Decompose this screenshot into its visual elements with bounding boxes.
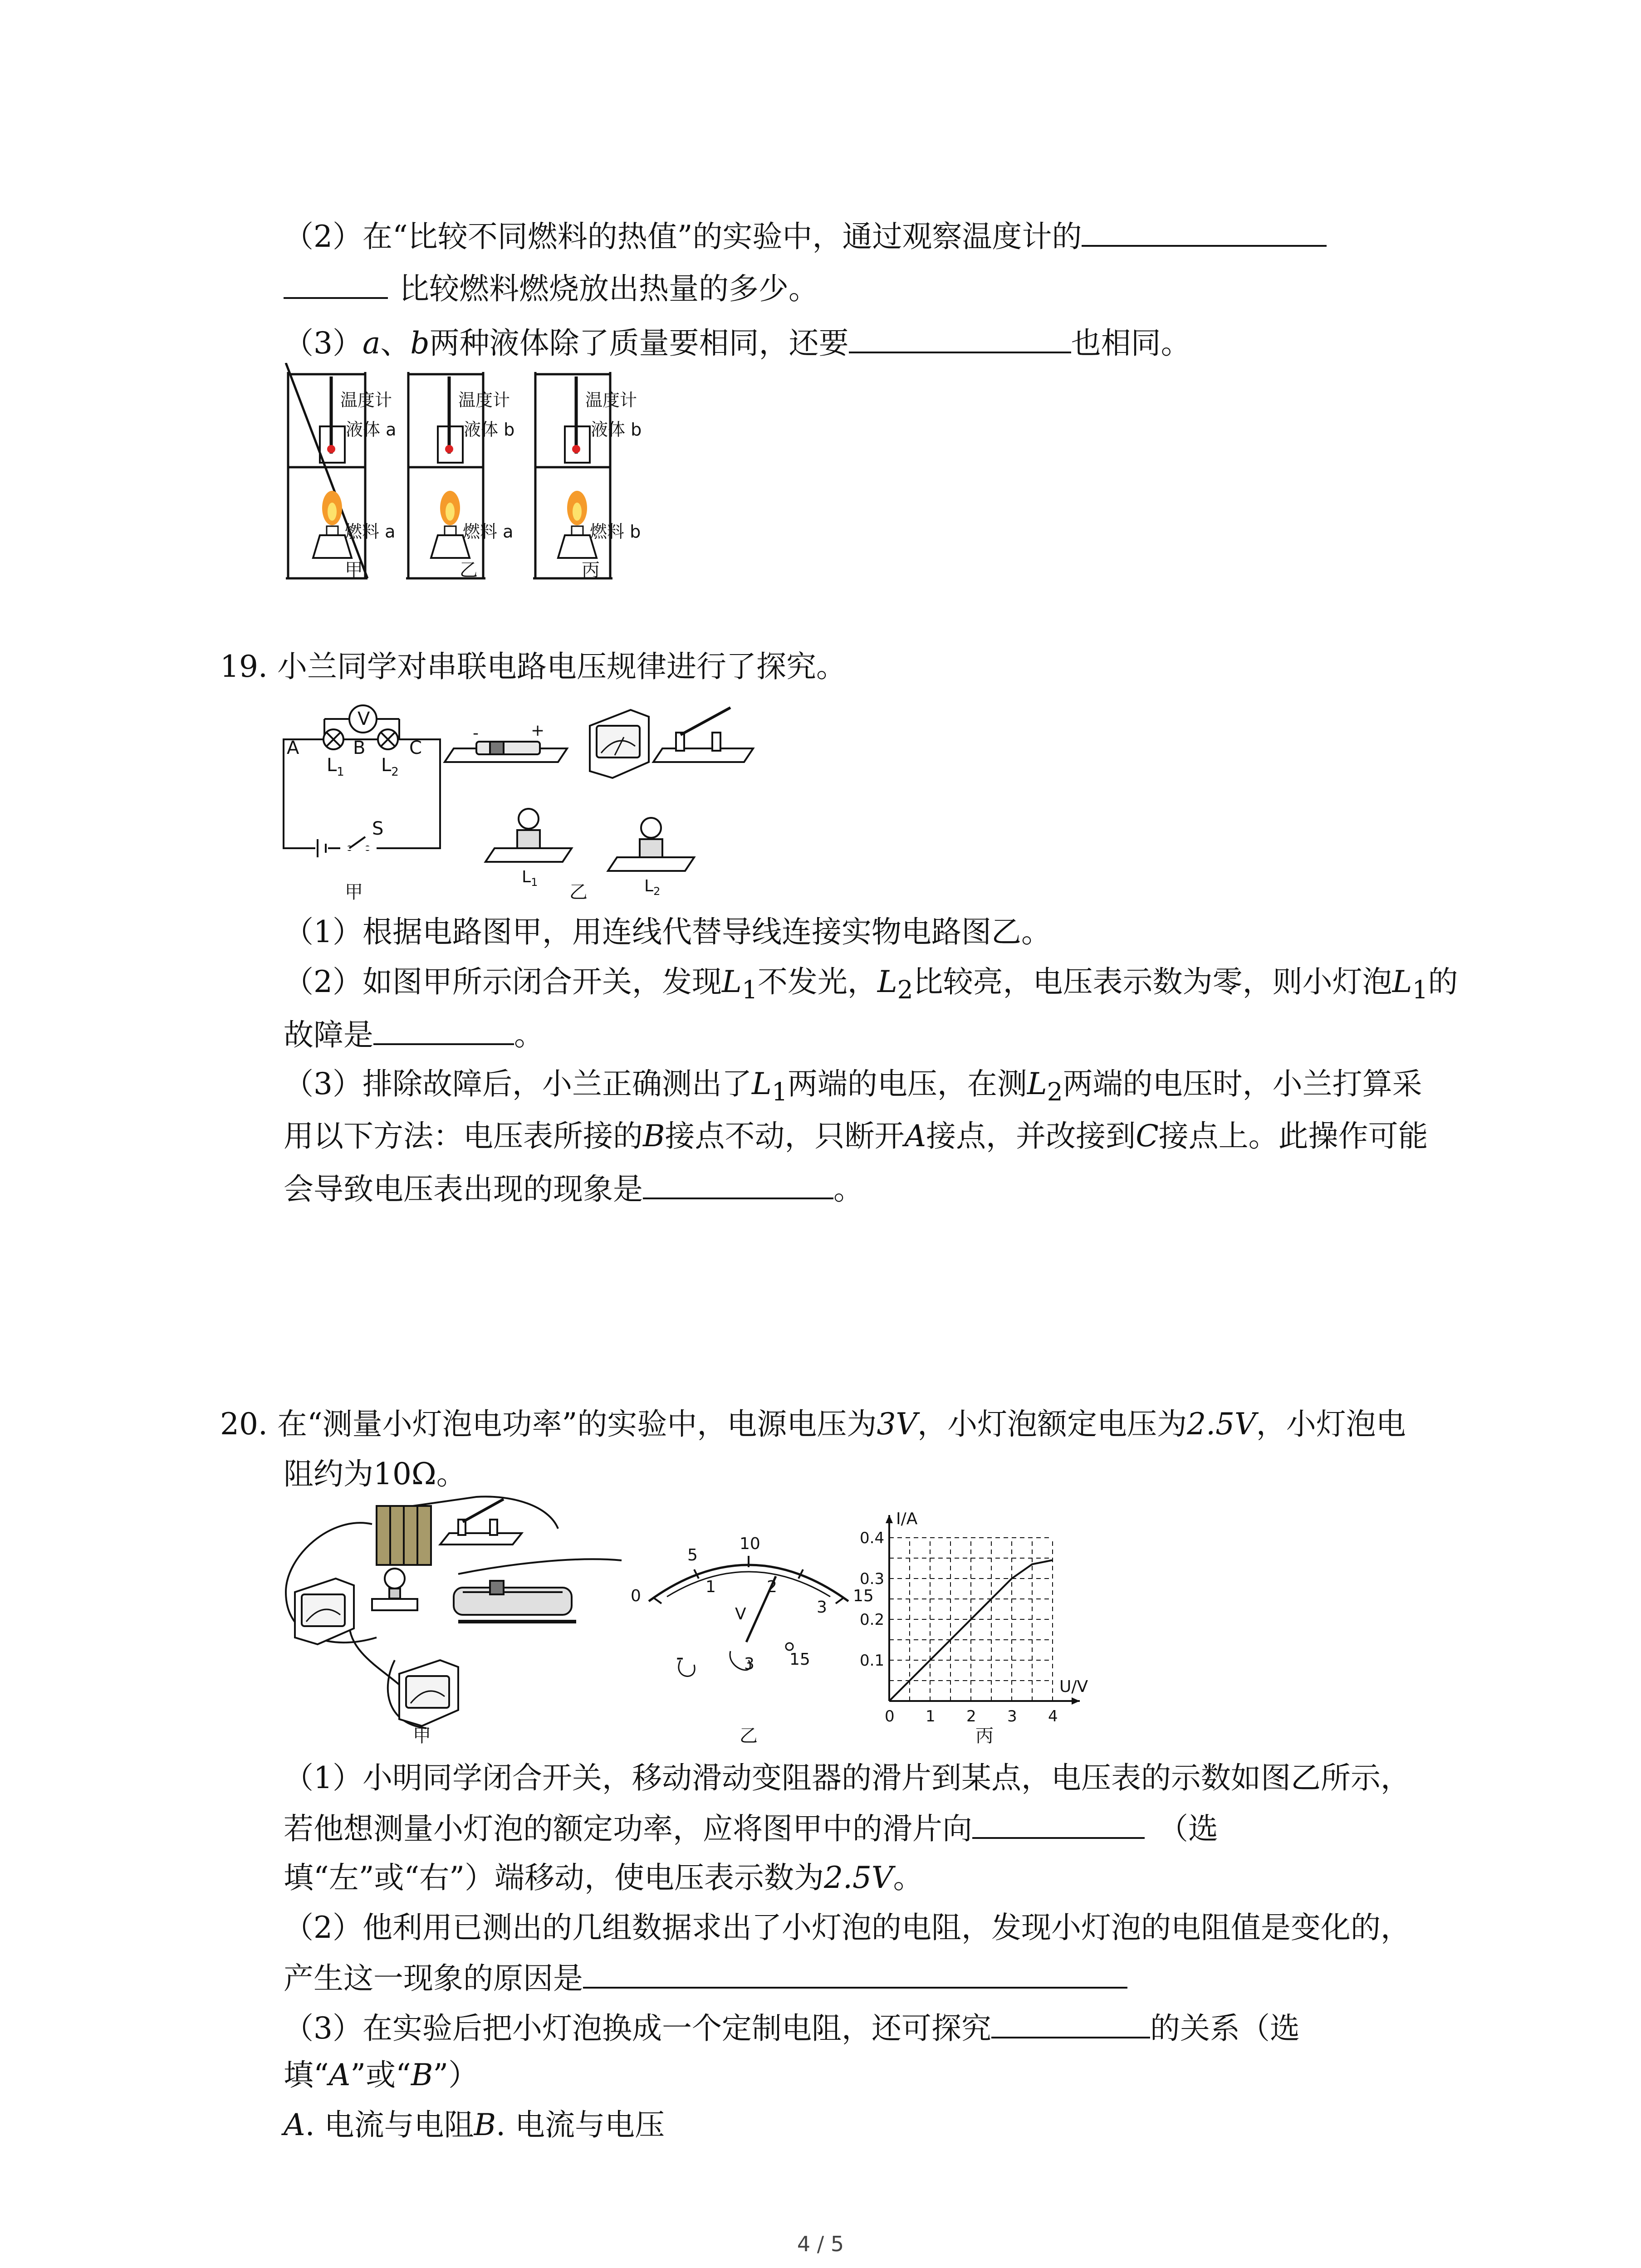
battery-pack-icon xyxy=(377,1506,431,1565)
caption-yi: 乙 xyxy=(569,882,588,903)
y-tick-label: 0.1 xyxy=(860,1652,885,1670)
label-point-a: A xyxy=(287,738,299,758)
q18-part2-line2: 比较燃料燃烧放出热量的多少。 xyxy=(284,270,818,307)
label-voltmeter-v: V xyxy=(358,709,370,729)
answer-blank-reason[interactable] xyxy=(583,1960,1127,1989)
switch-icon xyxy=(653,708,753,762)
q20-real-circuit xyxy=(286,1496,622,1728)
q20-stem-line1: 20. 在“测量小灯泡电功率”的实验中，电源电压为3V，小灯泡额定电压为2.5V，小灯泡电 xyxy=(220,1407,1406,1442)
q20-part1-line3: 填“左”或“右”）端移动，使电压表示数为2.5V。 xyxy=(284,1860,923,1895)
q20-figures xyxy=(277,1488,1121,1746)
ammeter-icon xyxy=(295,1579,354,1644)
label-fuel-a-1: 燃料 a xyxy=(345,522,396,542)
label-point-c: C xyxy=(409,738,422,758)
q20-part1-line2: 若他想测量小灯泡的额定功率，应将图甲中的滑片向 （选 xyxy=(284,1810,1218,1847)
y-tick-label: 0.4 xyxy=(860,1529,885,1547)
label-battery-plus: + xyxy=(531,721,545,740)
dial-label-2: 2 xyxy=(767,1578,777,1596)
label-fuel-b-3: 燃料 b xyxy=(590,522,641,542)
label-liquid-a-1: 液体 a xyxy=(346,420,397,440)
x-tick-label: 1 xyxy=(926,1707,936,1725)
label-thermometer-3: 温度计 xyxy=(585,390,637,410)
label-fuel-a-2: 燃料 a xyxy=(463,522,514,542)
option-b-letter: B xyxy=(474,2107,496,2142)
flame-icons xyxy=(322,445,587,525)
caption-jia: 甲 xyxy=(345,560,363,581)
page-number: 4 / 5 xyxy=(797,2232,844,2256)
dial-label-5: 5 xyxy=(687,1546,698,1564)
option-b-text: . 电流与电压 xyxy=(496,2107,665,2142)
dial-label-v: V xyxy=(735,1605,746,1623)
dial-label-10: 10 xyxy=(740,1535,760,1553)
terminal-minus: - xyxy=(676,1645,684,1670)
label-thermometer-1: 温度计 xyxy=(340,390,392,410)
switch-icon xyxy=(440,1499,522,1545)
q20-part3-line2: 填“A”或“B”） xyxy=(284,2058,479,2092)
dial-label-0: 0 xyxy=(631,1587,641,1605)
label-point-b: B xyxy=(353,738,366,758)
series-line xyxy=(889,1560,1053,1701)
caption-bing: 丙 xyxy=(582,560,600,581)
physical-components xyxy=(445,708,753,871)
q20-iu-chart xyxy=(860,1510,1088,1725)
x-tick-label: 2 xyxy=(966,1707,976,1725)
answer-blank-relationship[interactable] xyxy=(991,2009,1150,2038)
y-axis-arrow xyxy=(886,1515,893,1523)
dial-label-3: 3 xyxy=(817,1598,827,1617)
label-liquid-b-2: 液体 b xyxy=(464,420,515,440)
label-liquid-b-3: 液体 b xyxy=(591,420,642,440)
bulb-l1-icon xyxy=(485,809,572,862)
x-tick-label: 0 xyxy=(885,1707,895,1725)
voltmeter-icon xyxy=(399,1660,458,1726)
dial-label-1: 1 xyxy=(705,1578,716,1596)
q20-stem-line2: 阻约为10Ω。 xyxy=(284,1457,466,1491)
q19-part3-line1: （3）排除故障后，小兰正确测出了$L_1$两端的电压，在测$L_2$两端的电压时，小兰打算采 xyxy=(284,1066,1422,1107)
label-l2: $L_2$ xyxy=(381,755,399,779)
answer-blank-same-condition[interactable] xyxy=(849,324,1071,353)
option-a-letter: A xyxy=(284,2107,305,2142)
answer-blank-slider-direction[interactable] xyxy=(972,1810,1145,1839)
q19-part2-line2: 故障是 。 xyxy=(284,1016,544,1053)
q20-part1-line1: （1）小明同学闭合开关，移动滑动变阻器的滑片到某点，电压表的示数如图乙所示， xyxy=(284,1760,1411,1795)
rheostat-icon xyxy=(454,1581,576,1622)
label-switch-s: S xyxy=(372,818,384,839)
answer-blank-phenomenon[interactable] xyxy=(643,1170,833,1199)
y-tick-label: 0.3 xyxy=(860,1570,885,1588)
answer-blank-fault[interactable] xyxy=(373,1016,514,1045)
label-thermometer-2: 温度计 xyxy=(458,390,510,410)
answer-blank-thermometer[interactable] xyxy=(1082,218,1327,247)
option-a-text: . 电流与电阻 xyxy=(305,2107,474,2142)
q19-stem: 19. 小兰同学对串联电路电压规律进行了探究。 xyxy=(220,649,846,684)
bulb-l2-icon xyxy=(608,818,694,871)
x-tick-label: 4 xyxy=(1048,1707,1058,1725)
y-tick-label: 0.2 xyxy=(860,1611,885,1629)
q20-part2-line1: （2）他利用已测出的几组数据求出了小灯泡的电阻，发现小灯泡的电阻值是变化的， xyxy=(284,1910,1411,1945)
q20-voltmeter-dial xyxy=(631,1535,874,1676)
x-tick-label: 3 xyxy=(1007,1707,1017,1725)
caption-jia: 甲 xyxy=(345,882,363,903)
q20-options xyxy=(284,2107,665,2143)
dial-label-15: 15 xyxy=(853,1587,874,1605)
terminal-15: 15 xyxy=(789,1650,810,1669)
caption-jia: 甲 xyxy=(413,1725,431,1746)
y-axis-label: I/A xyxy=(896,1510,918,1528)
q19-part3-line2: 用以下方法：电压表所接的B接点不动，只断开A接点，并改接到C接点上。此操作可能 xyxy=(284,1119,1428,1154)
bulb-icon xyxy=(372,1569,417,1610)
terminal-3: 3 xyxy=(744,1655,754,1673)
answer-blank-thermometer-cont[interactable] xyxy=(284,270,388,299)
q19-circuit-figure xyxy=(277,699,762,907)
x-axis-arrow xyxy=(1072,1697,1080,1705)
voltmeter-icon xyxy=(590,710,649,778)
q19-part2-line1: （2）如图甲所示闭合开关，发现$L_1$不发光，$L_2$比较亮，电压表示数为零，则小灯泡$L_1$的 xyxy=(284,964,1458,1005)
q18-part2-line1: （2）在“比较不同燃料的热值”的实验中，通过观察温度计的 xyxy=(284,218,1327,255)
q20-part2-line2: 产生这一现象的原因是 xyxy=(284,1960,1127,1997)
q18-part3: （3）a、b两种液体除了质量要相同，还要 也相同。 xyxy=(284,324,1191,362)
q19-part3-line3: 会导致电压表出现的现象是 。 xyxy=(284,1170,863,1207)
q19-part1: （1）根据电路图甲，用连线代替导线连接实物电路图乙。 xyxy=(284,914,1051,949)
caption-yi: 乙 xyxy=(460,560,478,581)
label-bulb-l2: $L_2$ xyxy=(644,877,661,898)
caption-bing: 丙 xyxy=(975,1725,994,1746)
label-battery-minus: - xyxy=(473,724,479,743)
x-axis-label: U/V xyxy=(1059,1677,1088,1696)
caption-yi: 乙 xyxy=(740,1725,758,1746)
label-l1: $L_1$ xyxy=(327,755,344,779)
label-bulb-l1: $L_1$ xyxy=(522,868,538,889)
q18-fuel-apparatus-figure xyxy=(277,363,658,590)
q20-part3-line1: （3）在实验后把小灯泡换成一个定制电阻，还可探究 的关系（选 xyxy=(284,2009,1300,2047)
